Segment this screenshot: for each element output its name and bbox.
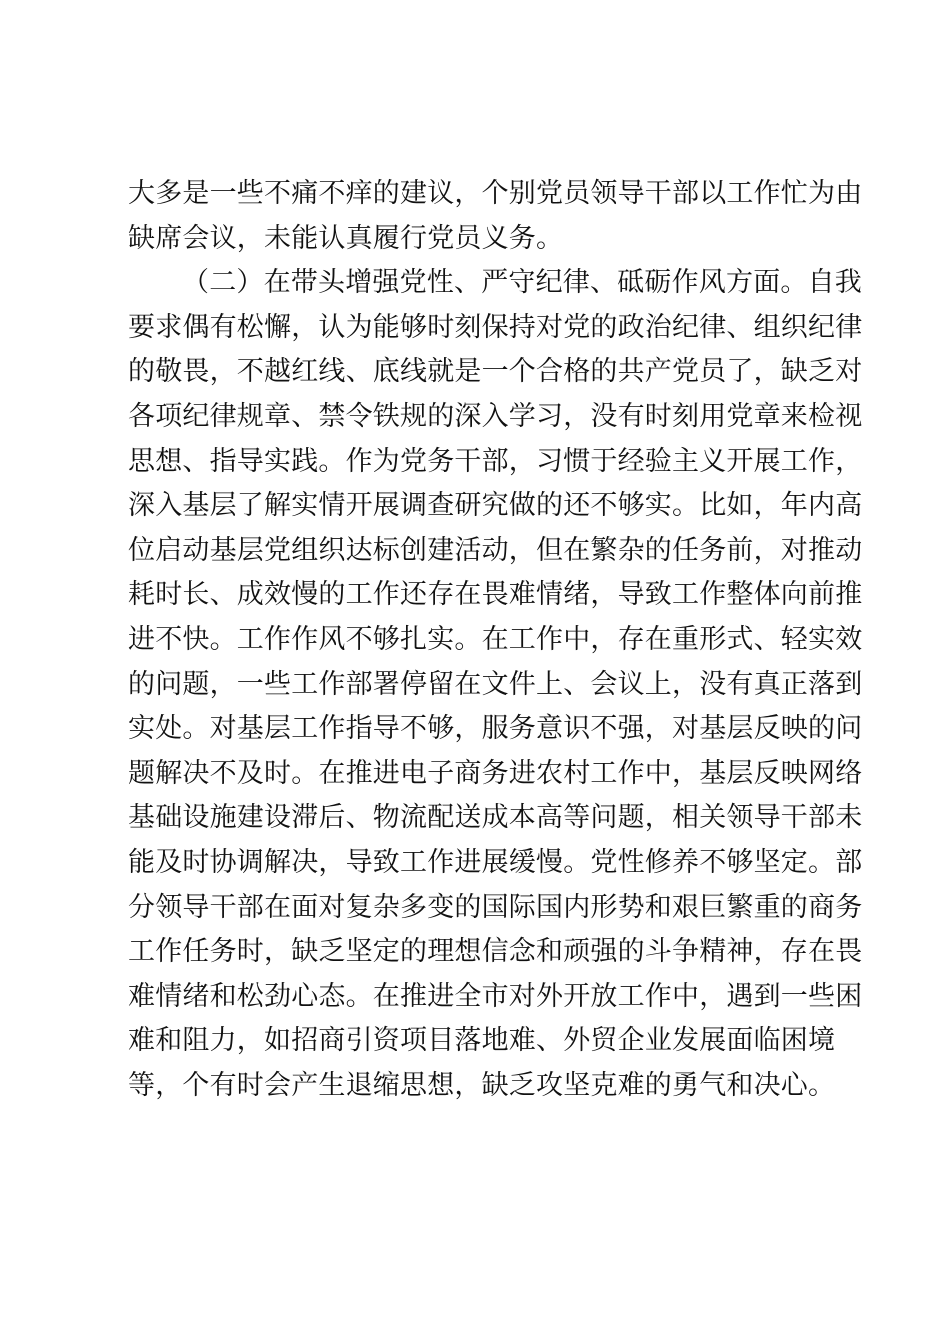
text-line: 能及时协调解决，导致工作进展缓慢。党性修养不够坚定。部 [128,846,863,878]
text-line: 等，个有时会产生退缩思想，缺乏攻坚克难的勇气和决心。 [128,1069,836,1101]
text-line: 深入基层了解实情开展调查研究做的还不够实。比如，年内高 [128,490,863,522]
section-heading-line: （二）在带头增强党性、严守纪律、砥砺作风方面。自我 [182,267,862,299]
text-line: 题解决不及时。在推进电子商务进农村工作中，基层反映网络 [128,757,863,789]
text-line: 难情绪和松劲心态。在推进全市对外开放工作中，遇到一些困 [128,980,863,1012]
text-line: 基础设施建设滞后、物流配送成本高等问题，相关领导干部未 [128,802,863,834]
text-line: 缺席会议，未能认真履行党员义务。 [128,222,564,254]
text-line: 难和阻力，如招商引资项目落地难、外贸企业发展面临困境 [128,1025,836,1057]
text-line: 实处。对基层工作指导不够，服务意识不强，对基层反映的问 [128,713,863,745]
text-line: 各项纪律规章、禁令铁规的深入学习，没有时刻用党章来检视 [128,400,863,432]
text-line: 进不快。工作作风不够扎实。在工作中，存在重形式、轻实效 [128,623,863,655]
text-line: 工作任务时，缺乏坚定的理想信念和顽强的斗争精神，存在畏 [128,936,863,968]
text-line: 位启动基层党组织达标创建活动，但在繁杂的任务前，对推动 [128,534,863,566]
text-line: 思想、指导实践。作为党务干部，习惯于经验主义开展工作， [128,445,863,477]
body-text [128,172,863,1108]
text-line: 大多是一些不痛不痒的建议，个别党员领导干部以工作忙为由 [128,178,863,209]
text-line: 要求偶有松懈，认为能够时刻保持对党的政治纪律、组织纪律 [128,311,863,343]
text-line: 分领导干部在面对复杂多变的国际国内形势和艰巨繁重的商务 [128,891,863,923]
text-line: 的问题，一些工作部署停留在文件上、会议上，没有真正落到 [128,668,863,700]
text-line: 的敬畏，不越红线、底线就是一个合格的共产党员了，缺乏对 [128,356,863,388]
text-line: 耗时长、成效慢的工作还存在畏难情绪，导致工作整体向前推 [128,579,863,611]
